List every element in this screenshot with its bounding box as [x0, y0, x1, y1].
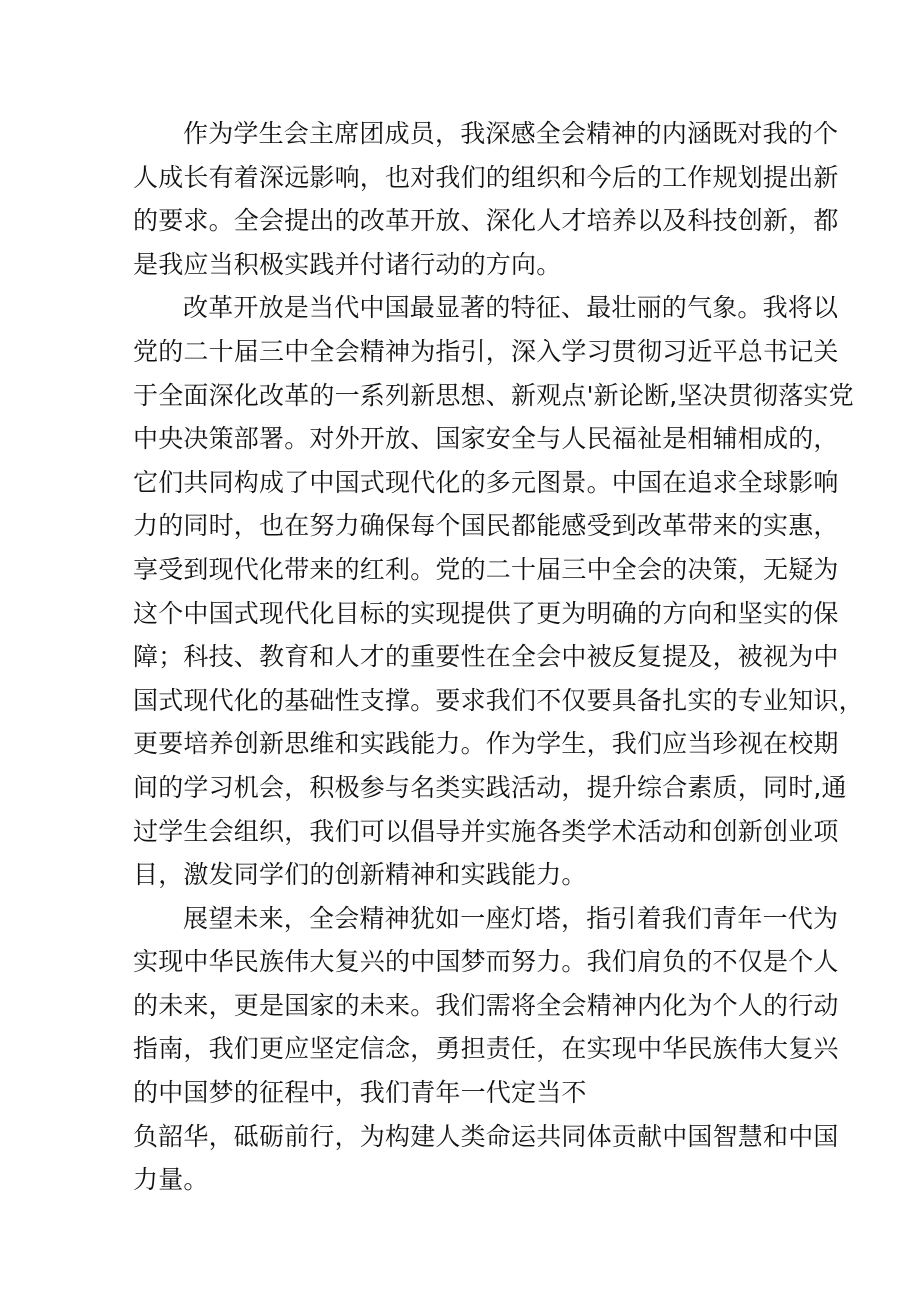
- text-line: 障；科技、教育和人才的重要性在全会中被反复提及，被视为中: [133, 642, 839, 672]
- text-line: 的要求。全会提出的改革开放、深化人才培养以及科技创新，都: [133, 206, 839, 236]
- text-line: 实现中华民族伟大复兴的中国梦而努力。我们肩负的不仅是个人: [133, 947, 839, 977]
- text-line: 指南，我们更应坚定信念，勇担责任，在实现中华民族伟大复兴: [133, 1034, 839, 1064]
- text-line: 目，激发同学们的创新精神和实践能力。: [133, 860, 587, 890]
- paragraph-3: [133, 897, 839, 1202]
- document-body: [133, 112, 864, 1202]
- text-line: 是我应当积极实践并付诸行动的方向。: [133, 249, 562, 279]
- text-line: 这个中国式现代化目标的实现提供了更为明确的方向和坚实的保: [133, 598, 839, 628]
- text-line: 中央决策部署。对外开放、国家安全与人民福祉是相辅相成的，: [133, 424, 839, 454]
- text-line: 力量。: [133, 1165, 209, 1195]
- text-line: 间的学习机会，积极参与名类实践活动，提升综合素质，同时,通: [133, 772, 847, 802]
- text-line: 的未来，更是国家的未来。我们需将全会精神内化为个人的行动: [133, 990, 839, 1020]
- text-line: 展望未来，全会精神犹如一座灯塔，指引着我们青年一代为: [183, 903, 839, 933]
- text-line: 人成长有着深远影响，也对我们的组织和今后的工作规划提出新: [133, 162, 839, 192]
- text-line: 过学生会组织，我们可以倡导并实施各类学术活动和创新创业项: [133, 816, 839, 846]
- text-line: 党的二十届三中全会精神为指引，深入学习贯彻习近平总书记关: [133, 336, 839, 366]
- paragraph-2: [133, 286, 864, 896]
- paragraph-1: [133, 112, 839, 286]
- text-line: 力的同时，也在努力确保每个国民都能感受到改革带来的实惠，: [133, 511, 839, 541]
- text-line: 它们共同构成了中国式现代化的多元图景。中国在追求全球影响: [133, 467, 839, 497]
- text-line: 更要培养创新思维和实践能力。作为学生，我们应当珍视在校期: [133, 729, 839, 759]
- text-line: 国式现代化的基础性支撑。要求我们不仅要具备扎实的专业知识，: [133, 685, 864, 715]
- text-line: 享受到现代化带来的红利。党的二十届三中全会的决策，无疑为: [133, 554, 839, 584]
- text-line: 负韶华，砥砺前行，为构建人类命运共同体贡献中国智慧和中国: [133, 1121, 839, 1151]
- text-line: 于全面深化改革的一系列新思想、新观点'新论断,坚决贯彻落实党: [133, 380, 854, 410]
- text-line: 改革开放是当代中国最显著的特征、最壮丽的气象。我将以: [183, 293, 839, 323]
- text-line: 的中国梦的征程中，我们青年一代定当不: [133, 1078, 587, 1108]
- text-line: 作为学生会主席团成员，我深感全会精神的内涵既对我的个: [183, 119, 839, 148]
